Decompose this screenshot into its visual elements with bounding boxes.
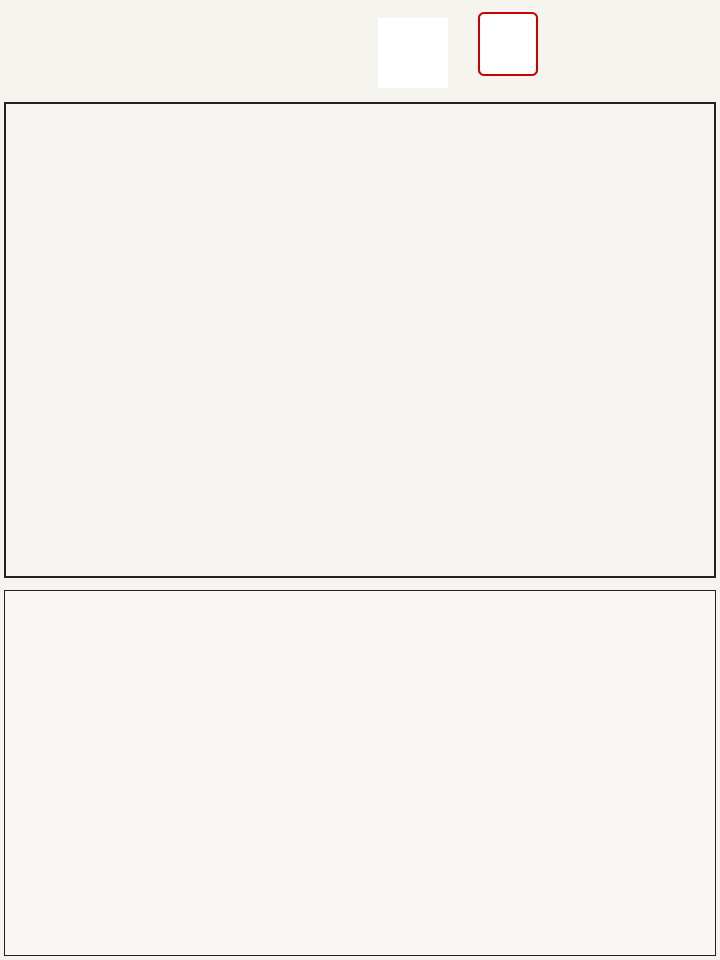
chart-panel	[4, 102, 716, 578]
qr-code-icon	[378, 18, 448, 88]
annual-grid	[4, 590, 716, 956]
seal-logo-icon	[478, 12, 538, 76]
header	[0, 0, 720, 100]
